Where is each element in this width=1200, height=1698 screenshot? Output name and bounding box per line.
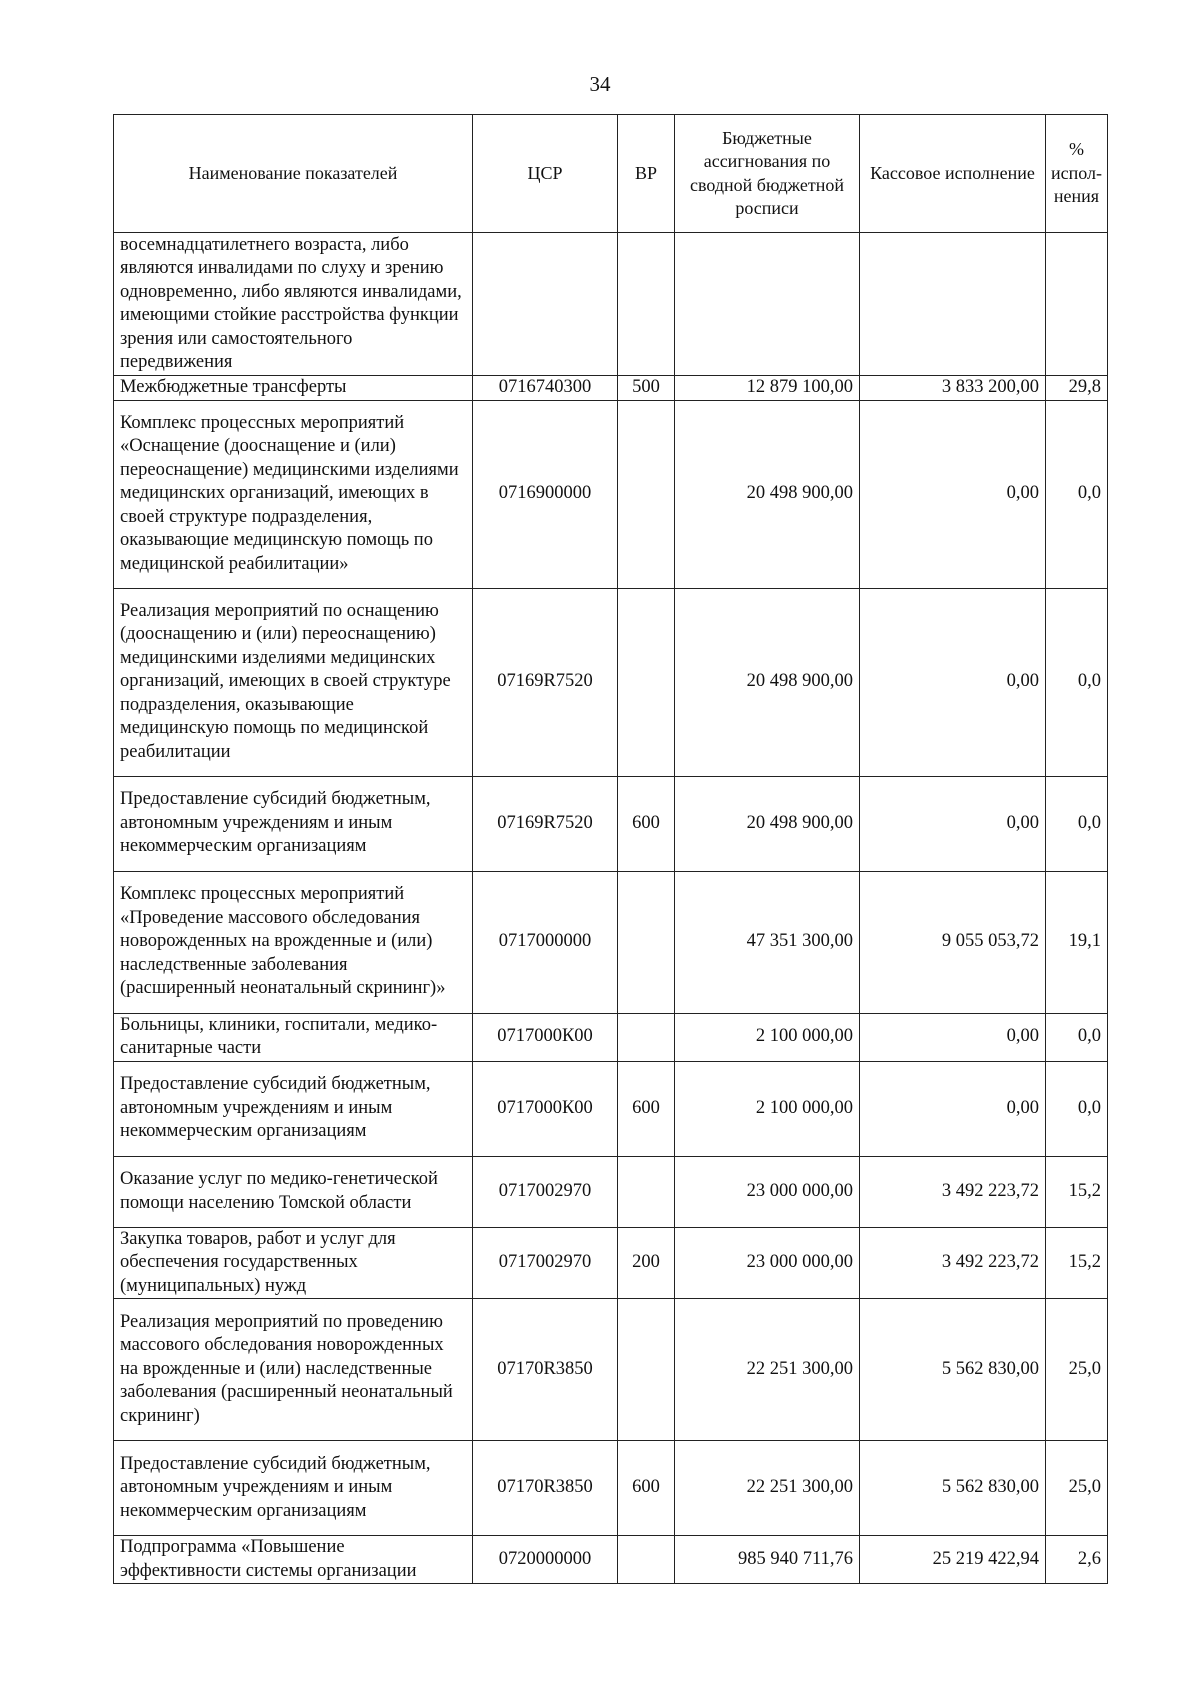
- row-name: Предоставление субсидий бюджетным, автономным учреждениям и иным некоммерческим организациям: [114, 1061, 473, 1156]
- row-vr: [618, 871, 675, 1013]
- row-percent: 25,0: [1046, 1299, 1108, 1441]
- row-name: Закупка товаров, работ и услуг для обеспечения государственных (муниципальных) нужд: [114, 1227, 473, 1299]
- row-csr: 0716740300: [473, 376, 618, 401]
- table-row: [114, 1013, 1108, 1061]
- row-csr: 0717000К00: [473, 1013, 618, 1061]
- row-percent: 25,0: [1046, 1441, 1108, 1536]
- header-name: Наименование показателей: [114, 115, 473, 233]
- row-assignments: 47 351 300,00: [675, 871, 860, 1013]
- row-percent: 15,2: [1046, 1156, 1108, 1227]
- header-csr: ЦСР: [473, 115, 618, 233]
- row-name: Больницы, клиники, госпитали, медико-санитарные части: [114, 1013, 473, 1061]
- row-csr: 0717002970: [473, 1156, 618, 1227]
- row-assignments: 20 498 900,00: [675, 776, 860, 871]
- table-row: [114, 376, 1108, 401]
- row-assignments: [675, 233, 860, 376]
- row-cash: 0,00: [860, 400, 1046, 588]
- row-assignments: 985 940 711,76: [675, 1536, 860, 1584]
- row-assignments: 23 000 000,00: [675, 1227, 860, 1299]
- row-vr: [618, 400, 675, 588]
- table-row: [114, 1156, 1108, 1227]
- row-cash: 5 562 830,00: [860, 1441, 1046, 1536]
- row-percent: 0,0: [1046, 776, 1108, 871]
- table-row: [114, 1536, 1108, 1584]
- table-row: [114, 1227, 1108, 1299]
- table-row: [114, 233, 1108, 376]
- row-percent: 29,8: [1046, 376, 1108, 401]
- row-cash: 25 219 422,94: [860, 1536, 1046, 1584]
- row-vr: 600: [618, 1061, 675, 1156]
- row-vr: 600: [618, 776, 675, 871]
- row-name: Реализация мероприятий по проведению массового обследования новорожденных на врожденные и (или) наследственные заболевания (расширенный неонатальный скрининг): [114, 1299, 473, 1441]
- header-cash: Кассовое исполнение: [860, 115, 1046, 233]
- row-csr: 07169R7520: [473, 588, 618, 776]
- row-csr: 0717000К00: [473, 1061, 618, 1156]
- row-name: Подпрограмма «Повышение эффективности системы организации: [114, 1536, 473, 1584]
- row-vr: [618, 1013, 675, 1061]
- row-name: восемнадцатилетнего возраста, либо являются инвалидами по слуху и зрению одновременно, либо являются инвалидами, имеющими стойкие расстройства функции зрения или самостоятельного передвижения: [114, 233, 473, 376]
- row-vr: [618, 1536, 675, 1584]
- row-name: Межбюджетные трансферты: [114, 376, 473, 401]
- row-csr: 0717002970: [473, 1227, 618, 1299]
- row-csr: 07170R3850: [473, 1441, 618, 1536]
- row-cash: 0,00: [860, 1013, 1046, 1061]
- row-assignments: 23 000 000,00: [675, 1156, 860, 1227]
- budget-table: [113, 114, 1108, 1584]
- header-assignments: Бюджетные ассигнования по сводной бюджетной росписи: [675, 115, 860, 233]
- row-vr: [618, 233, 675, 376]
- row-csr: 0716900000: [473, 400, 618, 588]
- table-row: [114, 1061, 1108, 1156]
- row-assignments: 20 498 900,00: [675, 588, 860, 776]
- row-vr: [618, 1156, 675, 1227]
- row-assignments: 2 100 000,00: [675, 1013, 860, 1061]
- row-percent: 0,0: [1046, 588, 1108, 776]
- row-cash: [860, 233, 1046, 376]
- row-name: Оказание услуг по медико-генетической помощи населению Томской области: [114, 1156, 473, 1227]
- row-vr: [618, 588, 675, 776]
- table-row: [114, 1441, 1108, 1536]
- row-percent: 15,2: [1046, 1227, 1108, 1299]
- header-vr: ВР: [618, 115, 675, 233]
- table-row: [114, 400, 1108, 588]
- row-name: Предоставление субсидий бюджетным, автономным учреждениям и иным некоммерческим организациям: [114, 1441, 473, 1536]
- row-percent: 2,6: [1046, 1536, 1108, 1584]
- table-row: [114, 1299, 1108, 1441]
- row-csr: 07170R3850: [473, 1299, 618, 1441]
- row-assignments: 22 251 300,00: [675, 1441, 860, 1536]
- row-percent: 0,0: [1046, 1013, 1108, 1061]
- row-cash: 5 562 830,00: [860, 1299, 1046, 1441]
- table-row: [114, 588, 1108, 776]
- row-percent: 0,0: [1046, 1061, 1108, 1156]
- row-vr: 200: [618, 1227, 675, 1299]
- row-cash: 0,00: [860, 1061, 1046, 1156]
- row-assignments: 12 879 100,00: [675, 376, 860, 401]
- row-assignments: 2 100 000,00: [675, 1061, 860, 1156]
- table-header-row: [114, 115, 1108, 233]
- row-cash: 3 833 200,00: [860, 376, 1046, 401]
- row-assignments: 22 251 300,00: [675, 1299, 860, 1441]
- row-percent: 0,0: [1046, 400, 1108, 588]
- row-csr: 0720000000: [473, 1536, 618, 1584]
- page-number: 34: [589, 72, 611, 96]
- table-row: [114, 871, 1108, 1013]
- row-vr: 500: [618, 376, 675, 401]
- row-percent: [1046, 233, 1108, 376]
- row-cash: 9 055 053,72: [860, 871, 1046, 1013]
- header-percent: % испол-нения: [1046, 115, 1108, 233]
- row-vr: [618, 1299, 675, 1441]
- row-csr: [473, 233, 618, 376]
- row-name: Предоставление субсидий бюджетным, автономным учреждениям и иным некоммерческим организациям: [114, 776, 473, 871]
- row-cash: 0,00: [860, 588, 1046, 776]
- row-name: Комплекс процессных мероприятий «Проведение массового обследования новорожденных на врожденные и (или) наследственные заболевания (расширенный неонатальный скрининг)»: [114, 871, 473, 1013]
- row-cash: 0,00: [860, 776, 1046, 871]
- row-vr: 600: [618, 1441, 675, 1536]
- table-row: [114, 776, 1108, 871]
- row-name: Реализация мероприятий по оснащению (дооснащению и (или) переоснащению) медицинскими изделиями медицинских организаций, имеющих в своей структуре подразделения, оказывающие медицинскую помощь по медицинской реабилитации: [114, 588, 473, 776]
- row-cash: 3 492 223,72: [860, 1156, 1046, 1227]
- row-csr: 07169R7520: [473, 776, 618, 871]
- row-csr: 0717000000: [473, 871, 618, 1013]
- row-cash: 3 492 223,72: [860, 1227, 1046, 1299]
- row-percent: 19,1: [1046, 871, 1108, 1013]
- row-assignments: 20 498 900,00: [675, 400, 860, 588]
- row-name: Комплекс процессных мероприятий «Оснащение (дооснащение и (или) переоснащение) медицинскими изделиями медицинских организаций, имеющих в своей структуре подразделения, оказывающие медицинскую помощь по медицинской реабилитации»: [114, 400, 473, 588]
